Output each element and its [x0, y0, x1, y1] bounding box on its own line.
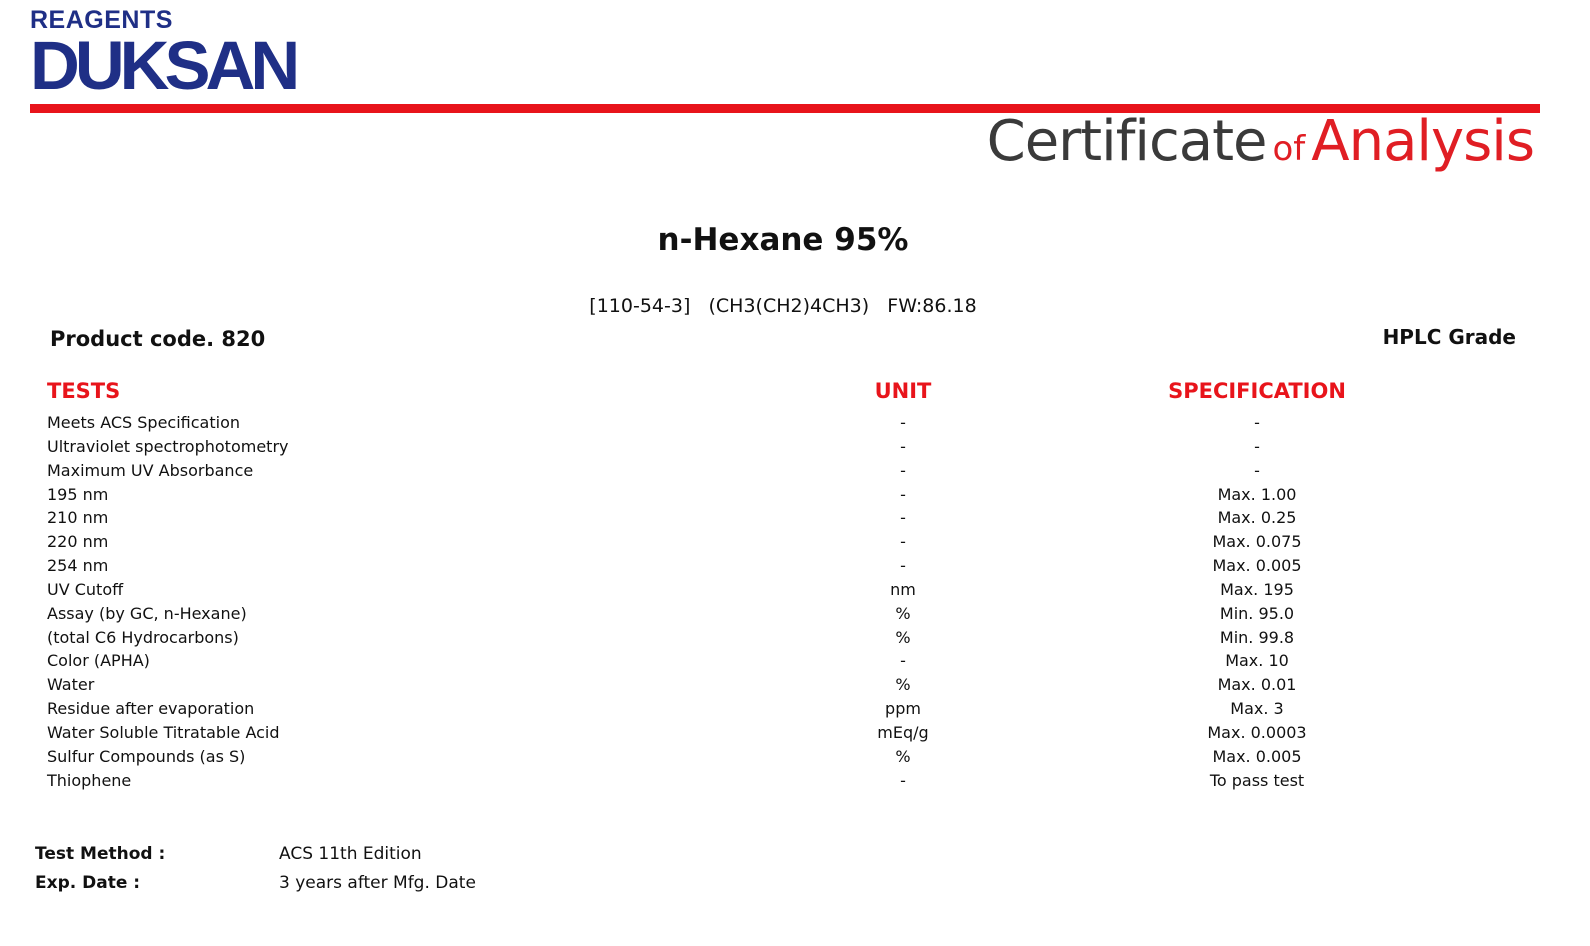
- test-specification: -: [1254, 413, 1260, 432]
- test-name: Thiophene: [47, 770, 132, 790]
- test-unit: -: [900, 413, 906, 432]
- test-unit: mEq/g: [877, 722, 929, 742]
- test-specification: Min. 95.0: [1219, 603, 1295, 623]
- table-row: [0, 602, 1590, 626]
- table-row: [0, 649, 1590, 673]
- test-name: 254 nm: [47, 556, 109, 576]
- product-name: n-Hexane 95%: [657, 222, 909, 258]
- column-header-unit: UNIT: [874, 379, 932, 403]
- test-name: Color (APHA): [47, 651, 150, 671]
- test-specification: Max. 0.0003: [1207, 722, 1307, 742]
- test-unit: nm: [890, 579, 916, 599]
- table-row: [0, 769, 1590, 793]
- table-row: [0, 459, 1590, 483]
- test-specification: -: [1254, 436, 1260, 456]
- table-row: [0, 721, 1590, 745]
- test-unit: -: [900, 436, 906, 456]
- cas-number: [110-54-3]: [589, 295, 691, 317]
- exp-date-value: 3 years after Mfg. Date: [279, 873, 476, 893]
- logo-duksan-text: DUKSAN: [30, 27, 296, 104]
- table-row: [0, 411, 1590, 435]
- table-row: [0, 554, 1590, 578]
- table-row: [0, 673, 1590, 697]
- exp-date-label: Exp. Date :: [35, 873, 141, 893]
- test-unit: -: [900, 460, 906, 480]
- product-code: Product code. 820: [50, 327, 266, 351]
- duksan-logo: [30, 6, 296, 104]
- tests-table: [0, 411, 1590, 793]
- table-row: [0, 530, 1590, 554]
- title-word-of: of: [1272, 129, 1306, 169]
- test-specification: Max. 0.075: [1212, 532, 1302, 552]
- table-row: [0, 626, 1590, 650]
- test-name: Water: [47, 675, 95, 695]
- title-word-certificate: Certificate: [986, 109, 1267, 174]
- title-word-analysis: Analysis: [1311, 109, 1534, 174]
- test-unit: -: [900, 770, 906, 790]
- test-unit: %: [895, 675, 911, 695]
- test-unit: %: [895, 627, 911, 647]
- test-unit: -: [900, 532, 906, 552]
- test-unit: %: [895, 746, 911, 766]
- table-row: [0, 745, 1590, 769]
- test-name: 220 nm: [47, 532, 109, 552]
- test-method-label: Test Method :: [35, 844, 166, 864]
- test-method-value: ACS 11th Edition: [279, 844, 422, 864]
- test-name: 195 nm: [47, 484, 109, 504]
- test-name: Maximum UV Absorbance: [47, 460, 254, 480]
- test-name: Meets ACS Specification: [47, 413, 240, 432]
- test-specification: Max. 0.01: [1217, 675, 1297, 695]
- product-identifiers: [0, 295, 1566, 317]
- test-specification: Max. 195: [1220, 579, 1294, 599]
- test-name: Ultraviolet spectrophotometry: [47, 436, 289, 456]
- table-row: [0, 483, 1590, 507]
- test-name: 210 nm: [47, 508, 109, 528]
- test-name: Water Soluble Titratable Acid: [47, 722, 280, 742]
- test-specification: Max. 0.25: [1217, 508, 1297, 528]
- column-header-specification: SPECIFICATION: [1168, 379, 1346, 403]
- test-unit: %: [895, 603, 911, 623]
- test-specification: Min. 99.8: [1219, 627, 1295, 647]
- test-specification: -: [1254, 460, 1260, 480]
- test-name: UV Cutoff: [47, 579, 124, 599]
- test-unit: -: [900, 651, 906, 671]
- test-name: Assay (by GC, n-Hexane): [47, 603, 247, 623]
- product-grade: HPLC Grade: [1382, 325, 1516, 349]
- formula-weight: FW:86.18: [887, 295, 977, 317]
- column-header-tests: TESTS: [47, 379, 121, 403]
- test-specification: Max. 1.00: [1217, 484, 1297, 504]
- test-name: (total C6 Hydrocarbons): [47, 627, 239, 647]
- test-unit: -: [900, 508, 906, 528]
- table-row: [0, 697, 1590, 721]
- test-specification: Max. 0.005: [1212, 556, 1302, 576]
- table-row: [0, 578, 1590, 602]
- test-specification: Max. 3: [1230, 699, 1284, 719]
- table-row: [0, 506, 1590, 530]
- test-unit: -: [900, 556, 906, 576]
- test-unit: -: [900, 484, 906, 504]
- test-name: Sulfur Compounds (as S): [47, 746, 246, 766]
- certificate-title: [986, 109, 1534, 174]
- logo-reagents-text: REAGENTS: [30, 6, 173, 34]
- test-name: Residue after evaporation: [47, 699, 255, 719]
- test-specification: Max. 10: [1225, 651, 1289, 671]
- table-row: [0, 435, 1590, 459]
- test-specification: Max. 0.005: [1212, 746, 1302, 766]
- test-specification: To pass test: [1209, 770, 1305, 790]
- test-unit: ppm: [885, 699, 921, 719]
- chemical-formula: (CH3(CH2)4CH3): [708, 295, 870, 317]
